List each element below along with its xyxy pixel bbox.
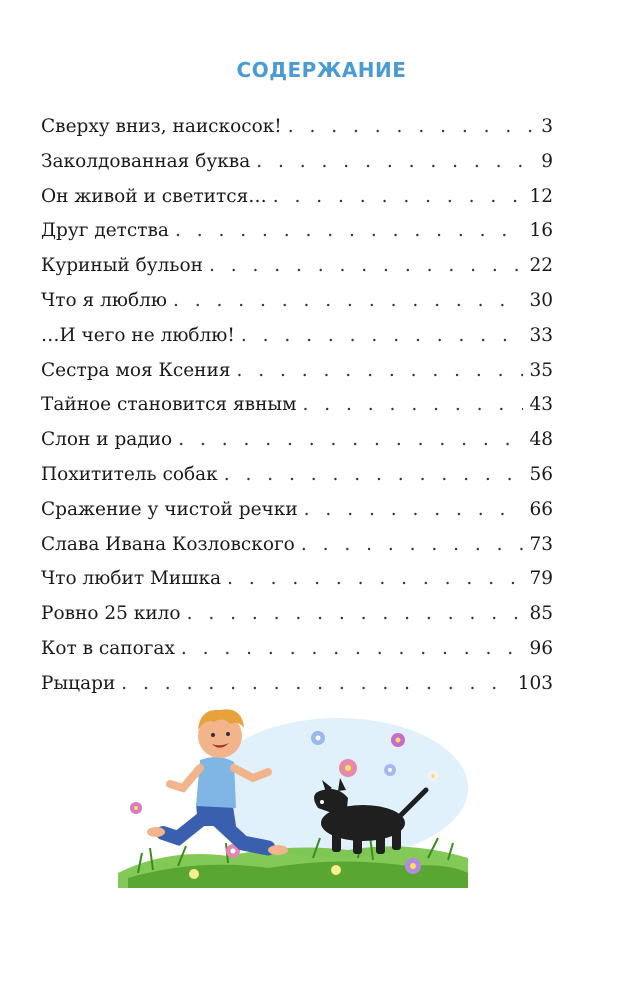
toc-entry-title: …И чего не люблю! xyxy=(41,324,235,346)
toc-entry-page-number: 48 xyxy=(529,429,553,451)
toc-entry xyxy=(41,632,553,667)
toc-entry-page-number: 103 xyxy=(517,672,553,694)
toc-entry-page-number: 12 xyxy=(529,185,553,207)
toc-entry xyxy=(41,597,553,632)
toc-leader-dots xyxy=(121,667,511,702)
toc-entry xyxy=(41,145,553,180)
toc-leader-dots xyxy=(178,423,523,458)
toc-entry xyxy=(41,319,553,354)
toc-entry-title: Кот в сапогах xyxy=(41,637,175,659)
toc-entry-page-number: 22 xyxy=(529,255,553,277)
toc-leader-dots xyxy=(288,110,535,145)
toc-entry-title: Сестра моя Ксения xyxy=(41,359,231,381)
toc-entry xyxy=(41,667,553,702)
toc-entry xyxy=(41,284,553,319)
toc-entry-title: Друг детства xyxy=(41,220,169,242)
toc-entry-title: Тайное становится явным xyxy=(41,394,297,416)
toc-entry xyxy=(41,458,553,493)
toc-entry-page-number: 33 xyxy=(529,324,553,346)
toc-entry-title: Что я люблю xyxy=(41,289,167,311)
toc-leader-dots xyxy=(175,214,523,249)
toc-entry-title: Что любит Мишка xyxy=(41,568,222,590)
toc-entry xyxy=(41,110,553,145)
toc-leader-dots xyxy=(209,249,523,284)
toc-entry xyxy=(41,249,553,284)
toc-entry-page-number: 85 xyxy=(529,603,553,625)
toc-entry-title: Сверху вниз, наискосок! xyxy=(41,116,282,137)
table-of-contents xyxy=(41,110,553,702)
toc-leader-dots xyxy=(256,145,535,180)
toc-leader-dots xyxy=(173,284,523,319)
toc-leader-dots xyxy=(181,632,524,667)
toc-entry-page-number: 30 xyxy=(529,289,553,311)
toc-entry-page-number: 3 xyxy=(541,116,553,137)
toc-entry-title: Рыцари xyxy=(41,672,116,694)
toc-leader-dots xyxy=(227,562,523,597)
toc-entry-page-number: 16 xyxy=(529,220,553,242)
boy-running-with-dog-illustration xyxy=(108,698,478,888)
toc-entry-title: Ровно 25 кило xyxy=(41,603,181,625)
toc-entry-page-number: 43 xyxy=(529,394,553,416)
toc-entry xyxy=(41,354,553,389)
toc-leader-dots xyxy=(304,493,524,528)
page-title: СОДЕРЖАНИЕ xyxy=(236,58,407,82)
toc-entry-title: Слон и радио xyxy=(41,429,173,451)
toc-entry xyxy=(41,493,553,528)
toc-entry-title: Куриный бульон xyxy=(41,255,203,277)
toc-entry xyxy=(41,423,553,458)
toc-entry-title: Заколдованная буква xyxy=(41,150,251,172)
toc-entry-page-number: 73 xyxy=(529,533,553,555)
toc-entry-title: Слава Ивана Козловского xyxy=(41,533,295,555)
toc-entry-page-number: 35 xyxy=(529,359,553,381)
toc-leader-dots xyxy=(237,354,524,389)
toc-leader-dots xyxy=(303,388,524,423)
toc-entry xyxy=(41,214,553,249)
toc-leader-dots xyxy=(241,319,524,354)
toc-entry xyxy=(41,562,553,597)
toc-entry-page-number: 56 xyxy=(529,463,553,485)
toc-entry-page-number: 9 xyxy=(541,150,553,172)
toc-entry xyxy=(41,528,553,563)
toc-entry-page-number: 96 xyxy=(529,637,553,659)
toc-entry xyxy=(41,180,553,215)
toc-leader-dots xyxy=(301,528,524,563)
toc-leader-dots xyxy=(273,180,524,215)
toc-entry-title: Он живой и светится… xyxy=(41,185,267,207)
toc-leader-dots xyxy=(224,458,524,493)
toc-leader-dots xyxy=(187,597,524,632)
toc-entry xyxy=(41,388,553,423)
toc-entry-page-number: 66 xyxy=(529,498,553,520)
toc-entry-title: Сражение у чистой речки xyxy=(41,498,298,520)
toc-entry-title: Похититель собак xyxy=(41,463,218,485)
toc-entry-page-number: 79 xyxy=(529,568,553,590)
